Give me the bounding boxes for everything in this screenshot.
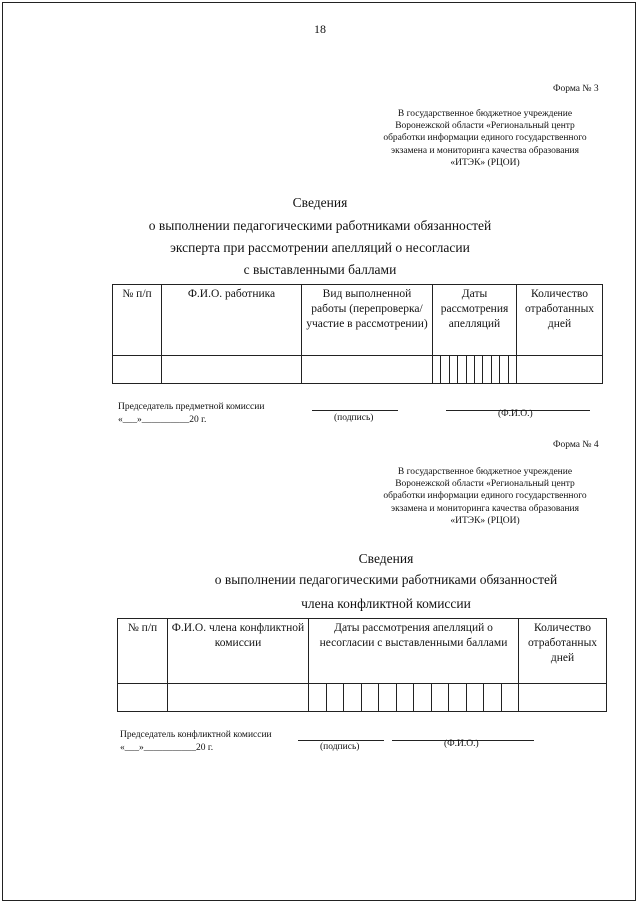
form4-col-name: Ф.И.О. члена конфликтной комиссии	[168, 619, 309, 684]
date-subcell[interactable]	[362, 684, 380, 711]
form4-table	[117, 618, 607, 712]
date-subcell[interactable]	[502, 684, 519, 711]
form3-signature-line[interactable]	[312, 410, 398, 411]
form4-title: Сведения	[358, 551, 414, 566]
date-subcell[interactable]	[379, 684, 397, 711]
form4-subtitle-1: о выполнении педагогическими работниками обязанностей	[214, 572, 558, 587]
date-subcell[interactable]	[309, 684, 327, 711]
date-subcell[interactable]	[327, 684, 345, 711]
form3-header-row	[113, 285, 603, 356]
form3-subtitle-1: о выполнении педагогическими работниками обязанностей	[148, 218, 492, 233]
date-subcell[interactable]	[467, 684, 485, 711]
form4-date-line: «___»___________20 г.	[120, 743, 214, 753]
form3-name-caption: (Ф.И.О.)	[498, 409, 533, 419]
form3-cell-days[interactable]	[517, 356, 603, 384]
form3-cell-name[interactable]	[162, 356, 302, 384]
form3-addressee-line: экзамена и мониторинга качества образования	[391, 145, 579, 156]
form4-cell-number[interactable]	[118, 684, 168, 712]
form3-col-name: Ф.И.О. работника	[162, 285, 302, 356]
form3-addressee-line: обработки информации единого государственного	[383, 133, 587, 144]
date-subcell[interactable]	[492, 356, 500, 383]
date-subcell[interactable]	[450, 356, 458, 383]
form4-cell-dates	[309, 684, 519, 712]
form3-empty-row	[113, 356, 603, 384]
form4-col-number: № п/п	[118, 619, 168, 684]
form4-addressee-line: Воронежской области «Региональный центр	[395, 479, 575, 490]
form4-signature-line[interactable]	[298, 740, 384, 741]
form3-cell-dates	[433, 356, 517, 384]
form3-cell-number[interactable]	[113, 356, 162, 384]
form3-addressee-line: «ИТЭК» (РЦОИ)	[450, 157, 520, 168]
date-subcell[interactable]	[344, 684, 362, 711]
form3-title: Сведения	[292, 195, 348, 210]
form4-col-dates: Даты рассмотрения апелляций о несогласии с выставленными баллами	[309, 619, 519, 684]
form3-addressee-line: В государственное бюджетное учреждение	[397, 109, 573, 119]
form4-chair-label: Председатель конфликтной комиссии	[120, 730, 272, 740]
date-subcell[interactable]	[483, 356, 491, 383]
form3-sign-caption: (подпись)	[334, 413, 374, 423]
date-subcell[interactable]	[449, 684, 467, 711]
form3-cell-work-type[interactable]	[302, 356, 433, 384]
date-subcell[interactable]	[432, 684, 450, 711]
form4-cell-days[interactable]	[519, 684, 607, 712]
date-subcell[interactable]	[500, 356, 508, 383]
form3-col-dates: Даты рассмотрения апелляций	[433, 285, 517, 356]
form4-addressee	[360, 466, 610, 527]
form4-name-caption: (Ф.И.О.)	[444, 739, 479, 749]
date-subcell[interactable]	[397, 684, 415, 711]
page-number: 18	[314, 22, 326, 36]
form4-empty-row	[118, 684, 607, 712]
form4-addressee-line: В государственное бюджетное учреждение	[397, 467, 573, 477]
form3-chair-label: Председатель предметной комиссии	[118, 402, 265, 412]
date-subcell[interactable]	[467, 356, 475, 383]
form4-cell-name[interactable]	[168, 684, 309, 712]
form3-addressee	[360, 108, 610, 169]
form3-label: Форма № 3	[553, 84, 599, 94]
date-subcell[interactable]	[441, 356, 449, 383]
date-subcell[interactable]	[414, 684, 432, 711]
date-subcell[interactable]	[484, 684, 502, 711]
form3-table	[112, 284, 603, 384]
form4-addressee-line: «ИТЭК» (РЦОИ)	[450, 515, 520, 526]
form3-date-line: «___»__________20 г.	[118, 415, 207, 425]
form4-col-days: Количество отработанных дней	[519, 619, 607, 684]
form4-header-row	[118, 619, 607, 684]
form3-subtitle-3: с выставленными баллами	[243, 262, 397, 277]
date-subcell[interactable]	[509, 356, 516, 383]
date-subcell[interactable]	[475, 356, 483, 383]
form4-label: Форма № 4	[553, 440, 599, 450]
form4-addressee-line: экзамена и мониторинга качества образования	[391, 503, 579, 514]
form4-addressee-line: обработки информации единого государственного	[383, 491, 587, 502]
form3-col-days: Количество отработанных дней	[517, 285, 603, 356]
date-subcell[interactable]	[458, 356, 466, 383]
form3-addressee-line: Воронежской области «Региональный центр	[395, 121, 575, 132]
form3-col-number: № п/п	[113, 285, 162, 356]
form4-subtitle-2: члена конфликтной комиссии	[301, 596, 471, 611]
form4-sign-caption: (подпись)	[320, 742, 360, 752]
date-subcell[interactable]	[433, 356, 441, 383]
form3-subtitle-2: эксперта при рассмотрении апелляций о несогласии	[170, 240, 470, 255]
form3-col-work-type: Вид выполненной работы (перепроверка/участие в рассмотрении)	[302, 285, 433, 356]
